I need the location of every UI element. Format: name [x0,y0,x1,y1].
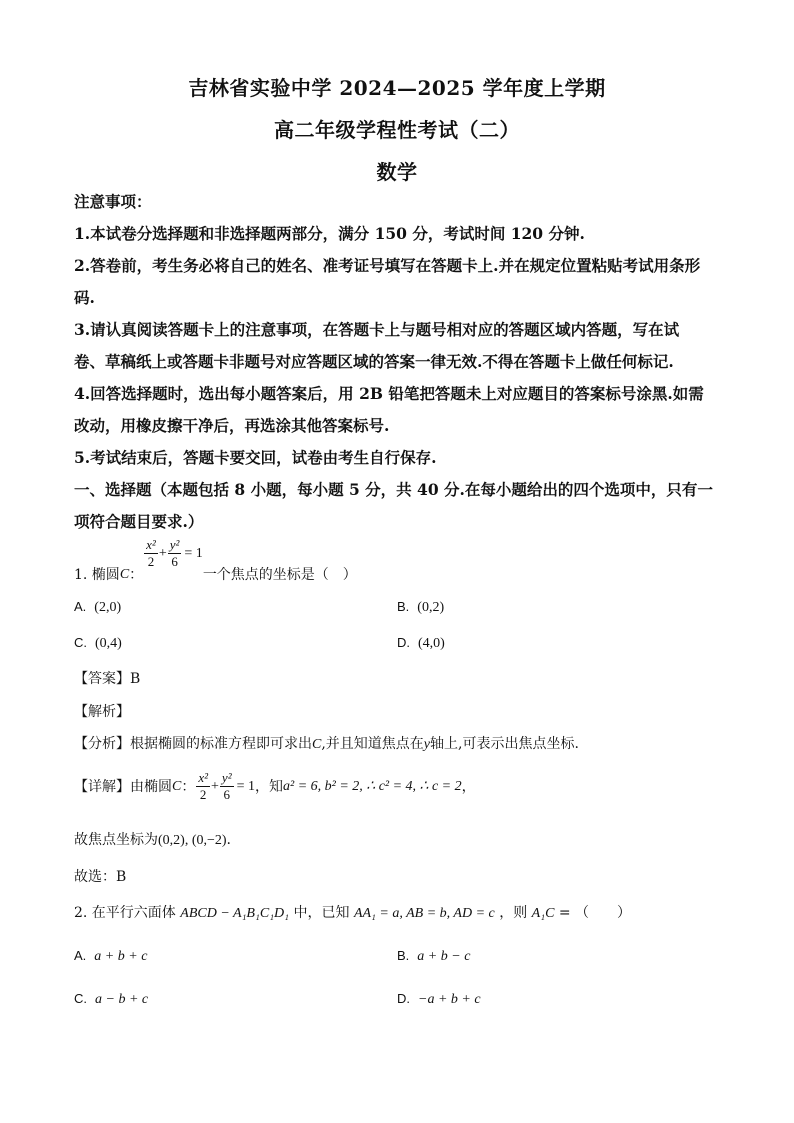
q2-mid: 中，已知 [293,905,350,921]
plus-sign: + [158,545,167,561]
fenxi-tag: 【分析】 [74,736,130,752]
notice-item-2a: 2.答卷前，考生务必将自己的姓名、准考证号填写在答题卡上.并在规定位置粘贴考试用条形 [74,256,701,275]
notice-item-5: 5.考试结束后，答题卡要交回，试卷由考生自行保存. [74,448,437,467]
detail-c-symbol: C [172,778,182,794]
q1-answer [74,670,140,688]
q1-frac-x [144,537,158,570]
focus-text: 故焦点坐标为 [74,832,158,848]
q1-option-b-text: (0,2) [417,600,445,615]
q2-prefix: 2. 在平行六面体 [74,905,176,921]
detail-frac-y-den: 6 [223,787,230,802]
question-2-stem [74,904,631,923]
q1-ellipse-name: C [119,567,130,582]
q2-option-d[interactable] [397,990,481,1009]
question-1-stem [74,537,357,586]
detail-frac-x [196,770,210,803]
fenxi-y-symbol: y [423,737,431,752]
q2-option-d-label: D. [397,991,410,1006]
q2-option-d-text: −a + b + c [418,992,481,1007]
exam-title-school: 吉林省实验中学 2024—2025 学年度上学期 [188,76,606,100]
q1-option-b-label: B. [397,599,410,614]
q1-option-d-label: D. [397,635,410,650]
q1-focus [74,831,231,850]
q1-option-a-label: A. [74,599,87,614]
q1-frac-x-den: 2 [147,554,155,569]
q1-detail [74,770,476,803]
notice-item-3a: 3.请认真阅读答题卡上的注意事项，在答题卡上与题号相对应的答题区域内答题，写在试 [74,320,680,339]
q1-option-d[interactable] [397,634,445,653]
q2-end: = （ ） [558,905,632,921]
q2-option-c-text: a − b + c [95,992,149,1007]
detail-frac-x-den: 2 [199,787,207,802]
q2-then: ，则 [499,905,528,921]
detail-tag: 【详解】 [74,778,130,795]
q2-option-a[interactable] [74,947,147,966]
q2-option-b-label: B. [397,948,410,963]
section-heading-a: 一、选择题（本题包括 8 小题，每小题 5 分，共 40 分.在每小题给出的四个选项中，只有一 [74,480,713,499]
q2-solid: ABCD − A₁B₁C₁D₁ [180,906,290,921]
q1-option-b[interactable] [397,598,444,617]
fenxi-text-b: ,并且知道焦点在 [321,736,424,752]
notice-heading: 注意事项： [74,192,152,211]
q1-frac-y-den: 6 [171,554,178,569]
q1-frac-y [168,537,182,570]
plus-sign: + [211,778,219,794]
detail-frac-x-num: x² [198,770,209,785]
q1-equation [143,537,203,570]
q1-frac-y-num: y² [169,537,180,552]
q2-option-b[interactable] [397,947,470,966]
q1-colon: ： [129,567,144,583]
detail-frac-y [220,770,234,803]
q2-target-vector: A₁C [531,906,555,921]
q2-option-a-label: A. [74,948,87,963]
q1-option-c-text: (0,4) [95,636,122,651]
q1-prefix: 1. 椭圆 [74,567,120,583]
notice-item-4a: 4.回答选择题时，选出每小题答案后，用 2B 铅笔把答题未上对应题目的答案标号涂黑.如需 [74,384,704,403]
exam-title-grade: 高二年级学程性考试（二） [274,118,520,142]
answer-tag: 【答案】 [74,671,130,687]
q1-option-d-text: (4,0) [418,636,445,651]
q1-option-c-label: C. [74,635,87,650]
detail-text-b: ，知 [255,778,283,795]
focus-end: . [226,832,231,848]
answer-value: B [130,671,141,687]
detail-text-c: ， [461,778,476,795]
q2-option-b-text: a + b − c [417,949,471,964]
q1-analysis-tag: 【解析】 [74,704,130,720]
fenxi-text-c: 轴上,可表示出焦点坐标. [430,736,579,752]
detail-math: a² = 6, b² = 2, ∴ c² = 4, ∴ c = 2 [283,778,462,794]
detail-colon: ： [181,778,196,795]
detail-frac-y-num: y² [221,770,232,785]
section-heading-b: 项符合题目要求.） [74,512,204,531]
notice-item-1: 1.本试卷分选择题和非选择题两部分，满分 150 分，考试时间 120 分钟. [74,224,585,243]
q2-option-c[interactable] [74,990,148,1009]
exam-title-subject: 数学 [376,160,418,184]
focus-math: (0,2), (0,−2) [158,833,227,848]
detail-eq-rhs: = 1 [236,778,255,794]
fenxi-c-symbol: C [312,737,322,752]
q1-option-a-text: (2,0) [94,600,122,615]
notice-item-2b: 码. [74,288,95,307]
q2-option-a-text: a + b + c [94,949,148,964]
notice-item-3b: 卷、草稿纸上或答题卡非题号对应答题区域的答案一律无效.不得在答题卡上做任何标记. [74,352,674,371]
fenxi-text-a: 根据椭圆的标准方程即可求出 [130,736,312,752]
q1-option-c[interactable] [74,634,122,653]
q1-choose: 故选：B [74,869,127,885]
q1-option-a[interactable] [74,598,121,617]
q1-frac-x-num: x² [146,537,156,552]
q1-suffix: 一个焦点的坐标是（ ） [202,567,357,583]
q1-fenxi [74,735,579,754]
q2-option-c-label: C. [74,991,87,1006]
q1-eq-rhs: = 1 [184,545,203,561]
q2-given-vectors: AA₁ = a, AB = b, AD = c [353,906,495,921]
detail-text-a: 由椭圆 [130,778,172,795]
notice-item-4b: 改动，用橡皮擦干净后，再选涂其他答案标号. [74,416,390,435]
